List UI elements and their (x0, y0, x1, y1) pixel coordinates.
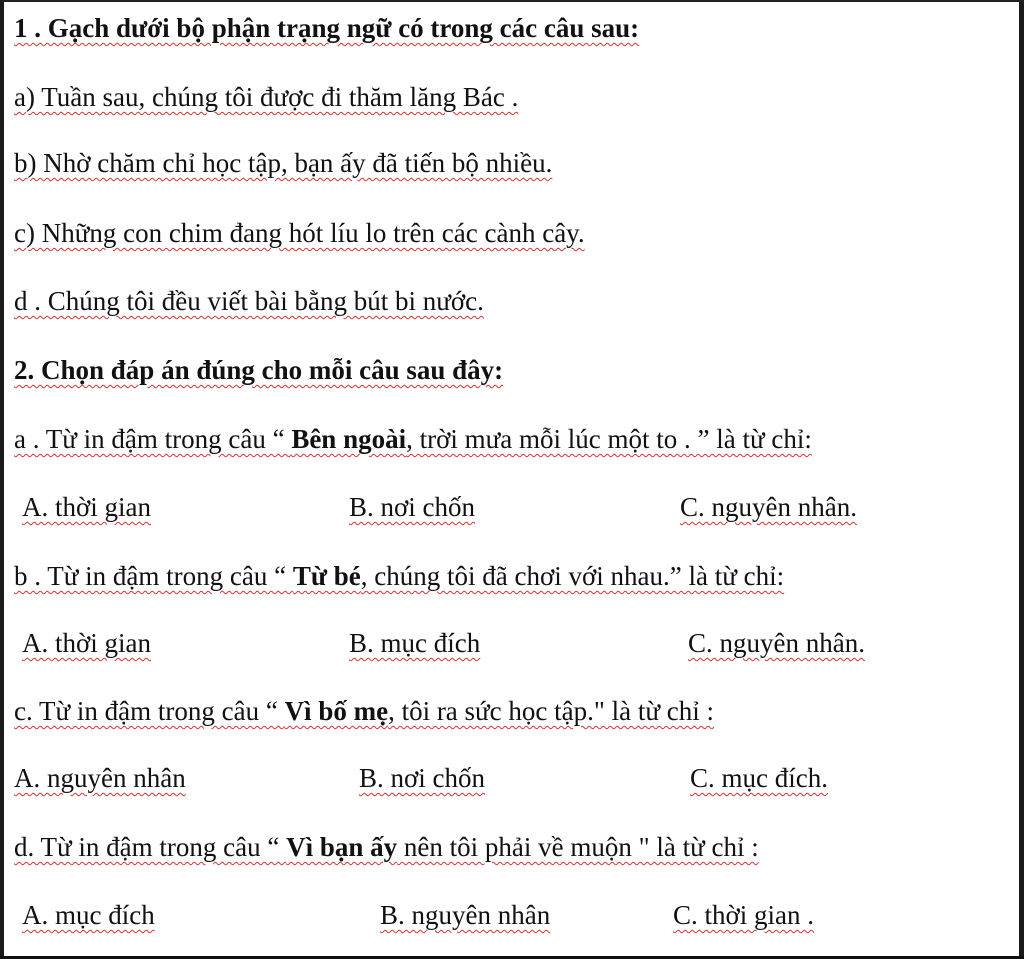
question-d-suffix: nên tôi phải về muộn " là từ chỉ : (397, 832, 759, 862)
question-d (14, 831, 759, 863)
option-label: A. thời gian (22, 492, 152, 522)
question-c-option-a (14, 762, 186, 794)
question-b-prefix: b . Từ in đậm trong câu “ (14, 561, 293, 591)
question-a-prefix: a . Từ in đậm trong câu “ (14, 424, 292, 454)
section1-item-a: a) Tuần sau, chúng tôi được đi thăm lăng Bác . (14, 82, 519, 112)
question-a-suffix: , trời mưa mỗi lúc một to . ” là từ chỉ: (406, 424, 812, 454)
option-label: A. thời gian (22, 628, 152, 658)
option-label: B. mục đích (349, 628, 481, 658)
question-c-suffix: , tôi ra sức học tập." là từ chỉ : (388, 696, 715, 726)
option-label: C. nguyên nhân. (688, 628, 865, 658)
page-left-border (0, 2, 4, 956)
option-label: B. nơi chốn (349, 492, 476, 522)
question-c-bold-phrase: Vì bố mẹ (284, 696, 389, 726)
option-label: C. mục đích. (690, 763, 828, 793)
question-c (14, 695, 714, 727)
question-a-option-a (22, 491, 151, 523)
section1-item-d: d . Chúng tôi đều viết bài bằng bút bi nước. (14, 286, 484, 316)
option-label: B. nơi chốn (359, 763, 486, 793)
question-b-option-a (22, 627, 151, 659)
question-d-prefix: d. Từ in đậm trong câu “ (14, 832, 287, 862)
question-a-option-b (349, 491, 475, 523)
question-b-option-b (349, 627, 480, 659)
question-c-option-c (690, 762, 828, 794)
question-d-option-a (22, 899, 155, 931)
question-d-bold-phrase: Vì bạn ấy (286, 832, 398, 862)
question-b-suffix: , chúng tôi đã chơi với nhau.” là từ chỉ: (360, 561, 785, 591)
option-label: C. thời gian . (673, 900, 815, 930)
question-d-option-c (673, 899, 814, 931)
option-label: A. nguyên nhân (14, 763, 186, 793)
question-a-option-c (680, 491, 857, 523)
question-d-option-b (380, 899, 550, 931)
section1-item-c: c) Những con chim đang hót líu lo trên các cành cây. (14, 218, 585, 248)
question-c-prefix: c. Từ in đậm trong câu “ (14, 696, 285, 726)
question-a (14, 423, 812, 455)
question-b-option-c (688, 627, 865, 659)
section1-heading: 1 . Gạch dưới bộ phận trạng ngữ có trong các câu sau: (14, 13, 640, 43)
question-c-option-b (359, 762, 485, 794)
option-label: B. nguyên nhân (380, 900, 551, 930)
option-label: C. nguyên nhân. (680, 492, 857, 522)
section1-item-b: b) Nhờ chăm chỉ học tập, bạn ấy đã tiến bộ nhiều. (14, 148, 553, 178)
page-right-border (1019, 2, 1024, 956)
question-b-bold-phrase: Từ bé (292, 561, 361, 591)
section2-heading: 2. Chọn đáp án đúng cho mỗi câu sau đây: (14, 355, 504, 385)
option-label: A. mục đích (22, 900, 155, 930)
question-b (14, 560, 784, 592)
question-a-bold-phrase: Bên ngoài (291, 424, 407, 454)
